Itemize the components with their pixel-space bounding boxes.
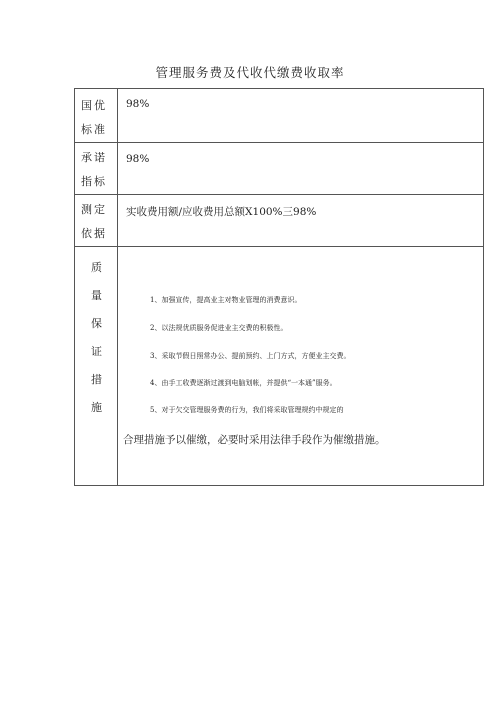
quality-measure-4: 4、由手工收费逐渐过渡到电脑划帐，并提供“一本通”服务。 <box>150 379 337 387</box>
table-row-measurement-basis <box>75 195 483 247</box>
label-quality-char-3: 保 <box>91 317 102 330</box>
label-quality-char-4: 证 <box>91 345 102 358</box>
table-row-promise-index <box>75 143 483 195</box>
label-cell-promise-index <box>75 143 118 194</box>
quality-measure-2: 2、以法规优质服务促进业主交费的积极性。 <box>150 324 288 332</box>
table-row-national-standard <box>75 89 483 143</box>
label-quality-char-2: 量 <box>91 289 102 302</box>
quality-measure-5-continued: 合理措施予以催缴，必要时采用法律手段作为催缴措施。 <box>123 434 386 446</box>
fee-collection-table <box>74 88 484 486</box>
value-measurement-basis: 实收费用额/应收费用总额X100%三98% <box>126 206 317 218</box>
table-row-quality-measures <box>75 247 483 485</box>
label-quality-char-6: 施 <box>91 401 102 414</box>
label-national-standard-line2: 标准 <box>81 123 107 136</box>
label-cell-national-standard <box>75 89 118 142</box>
label-measurement-basis-line2: 依据 <box>81 227 107 240</box>
label-national-standard-line1: 国优 <box>81 99 107 112</box>
document-title: 管理服务费及代收代缴费收取率 <box>155 65 345 80</box>
quality-measure-1: 1、加强宣传，提高业主对物业管理的消费意识。 <box>150 296 302 304</box>
label-quality-char-1: 质 <box>91 261 102 274</box>
label-promise-index-line2: 指标 <box>81 175 107 188</box>
label-quality-char-5: 措 <box>91 373 102 386</box>
label-cell-quality-measures <box>75 247 118 485</box>
value-promise-index: 98% <box>126 153 150 165</box>
label-promise-index-line1: 承诺 <box>81 151 107 164</box>
value-national-standard: 98% <box>126 98 150 110</box>
quality-measure-3: 3、采取节假日照常办公、提前预约、上门方式，方便业主交费。 <box>150 352 351 360</box>
label-cell-measurement-basis <box>75 195 118 246</box>
label-measurement-basis-line1: 测定 <box>81 203 107 216</box>
quality-measure-5: 5、对于欠交管理服务费的行为，我们将采取管理规约中规定的 <box>150 406 344 414</box>
